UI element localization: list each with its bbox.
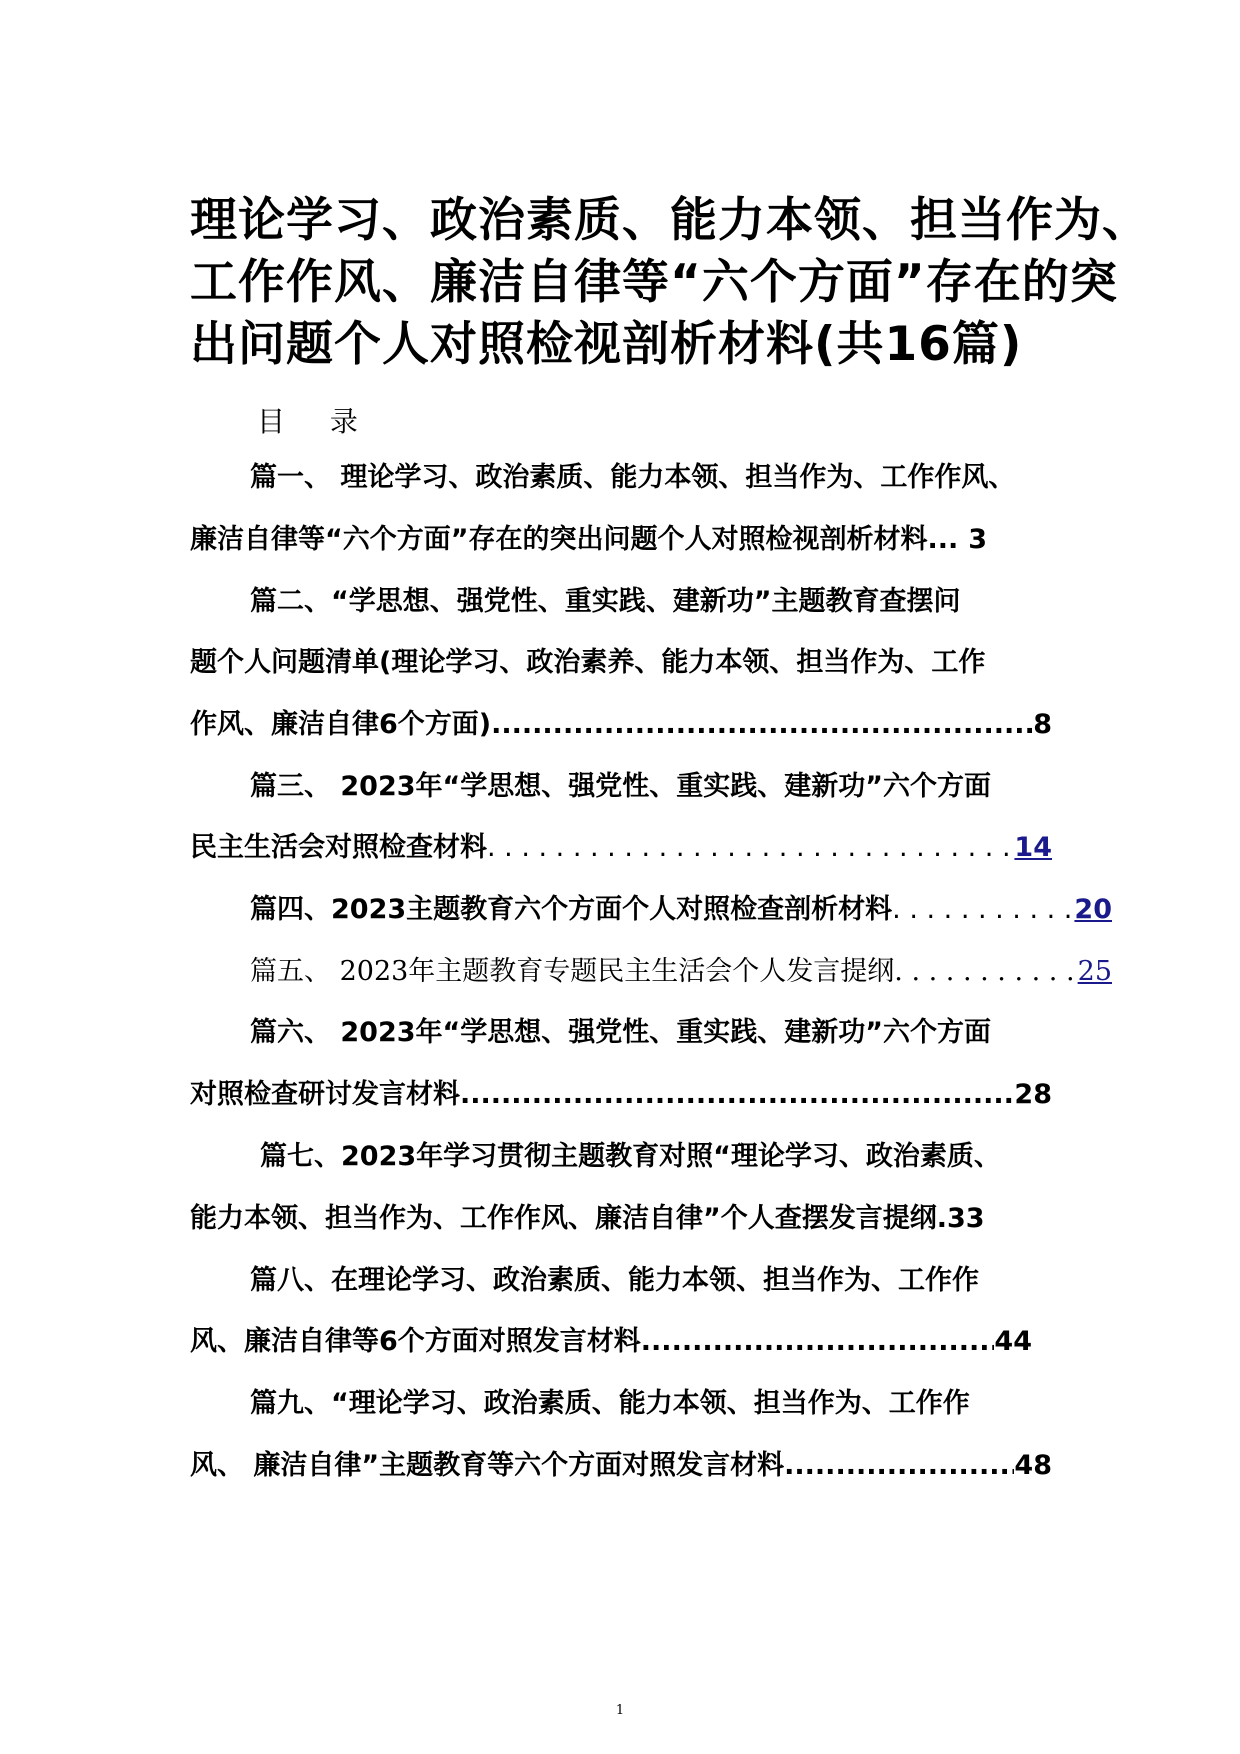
toc-entry-6-text-2: 对照检查研讨发言材料 (190, 1079, 460, 1110)
toc-entry-1-line-2[interactable] (190, 520, 1052, 560)
toc-entry-4[interactable] (190, 890, 1112, 930)
toc-entry-2-page: 8 (1033, 709, 1052, 740)
toc-entry-5-page-link[interactable]: 25 (1077, 956, 1112, 987)
toc-entry-5-leader (894, 952, 1077, 992)
toc-entry-8-page: 44 (994, 1326, 1032, 1357)
toc-entry-1-text-2: 廉洁自律等“六个方面”存在的突出问题个人对照检视剖析材料 (190, 524, 928, 555)
toc-entry-6-line-1[interactable] (190, 1013, 1112, 1053)
toc-entry-1-text: 篇一、 理论学习、政治素质、能力本领、担当作为、工作作风、 (250, 462, 1016, 493)
toc-entry-9-line-1[interactable] (190, 1384, 1112, 1424)
toc-entry-2-text: 篇二、“学思想、强党性、重实践、建新功”主题教育查摆问 (250, 586, 961, 617)
toc-entry-4-page-link[interactable]: 20 (1074, 894, 1112, 925)
toc-entry-8-line-1[interactable] (190, 1261, 1112, 1301)
toc-entry-8-text: 篇八、在理论学习、政治素质、能力本领、担当作为、工作作 (250, 1265, 979, 1296)
toc-entry-2-text-3: 作风、廉洁自律6个方面) (190, 709, 492, 740)
title-line-1: 理论学习、政治素质、能力本领、担当作为、 (190, 193, 1150, 248)
toc-entry-3-leader (487, 828, 1014, 868)
toc-entry-2-line-1[interactable] (190, 582, 1112, 622)
toc-entry-3-line-2[interactable] (190, 828, 1052, 868)
toc-entry-8-leader (641, 1322, 995, 1362)
toc-entry-9-text-2: 风、 廉洁自律”主题教育等六个方面对照发言材料 (190, 1450, 785, 1481)
toc-entry-9-line-2[interactable] (190, 1446, 1052, 1486)
toc-entry-3-text-2: 民主生活会对照检查材料 (190, 832, 487, 863)
title-line-2: 工作作风、廉洁自律等“六个方面”存在的突 (190, 255, 1118, 310)
toc-entry-8-line-2[interactable] (190, 1322, 1052, 1362)
toc-entry-6-page: 28 (1014, 1079, 1052, 1110)
toc-entry-2-line-2[interactable] (190, 643, 1052, 683)
toc-entry-7-line-1[interactable] (190, 1137, 1122, 1177)
toc-entry-7-text: 篇七、2023年学习贯彻主题教育对照“理论学习、政治素质、 (260, 1141, 1001, 1172)
toc-entry-5[interactable] (190, 952, 1112, 992)
toc-entry-3-page-link[interactable]: 14 (1014, 832, 1052, 863)
toc-entry-4-leader (892, 890, 1074, 930)
toc-entry-6-leader (460, 1075, 1014, 1115)
toc-entry-2-leader (491, 705, 1033, 745)
title-line-3: 出问题个人对照检视剖析材料(共16篇) (190, 317, 1023, 372)
toc-entry-6-line-2[interactable] (190, 1075, 1052, 1115)
toc-entry-1-page: 3 (968, 524, 988, 555)
toc-entry-8-text-2: 风、廉洁自律等6个方面对照发言材料 (190, 1326, 641, 1357)
toc-entry-5-text: 篇五、 2023年主题教育专题民主生活会个人发言提纲 (250, 956, 895, 987)
toc-entry-3-text: 篇三、 2023年“学思想、强党性、重实践、建新功”六个方面 (250, 771, 992, 802)
toc-entry-1-dots: ... (927, 524, 959, 555)
toc-entry-9-page: 48 (1014, 1450, 1052, 1481)
toc-entry-2-line-3[interactable] (190, 705, 1052, 745)
page-number: 1 (615, 1703, 625, 1718)
toc-entry-9-text: 篇九、“理论学习、政治素质、能力本领、担当作为、工作作 (250, 1388, 970, 1419)
toc-entry-6-text: 篇六、 2023年“学思想、强党性、重实践、建新功”六个方面 (250, 1017, 992, 1048)
document-title (190, 190, 1150, 376)
toc-entry-7-text-2: 能力本领、担当作为、工作作风、廉洁自律”个人查摆发言提纲.33 (190, 1203, 985, 1234)
toc-entry-7-line-2[interactable] (190, 1199, 1052, 1239)
toc-entry-2-text-2: 题个人问题清单(理论学习、政治素养、能力本领、担当作为、工作 (190, 647, 986, 678)
toc-entry-9-leader (784, 1446, 1014, 1486)
toc-entry-4-text: 篇四、2023主题教育六个方面个人对照检查剖析材料 (250, 894, 893, 925)
toc-entry-3-line-1[interactable] (190, 767, 1112, 807)
toc-entry-1-line-1[interactable] (190, 458, 1112, 498)
toc-heading: 目 录 (257, 405, 376, 438)
